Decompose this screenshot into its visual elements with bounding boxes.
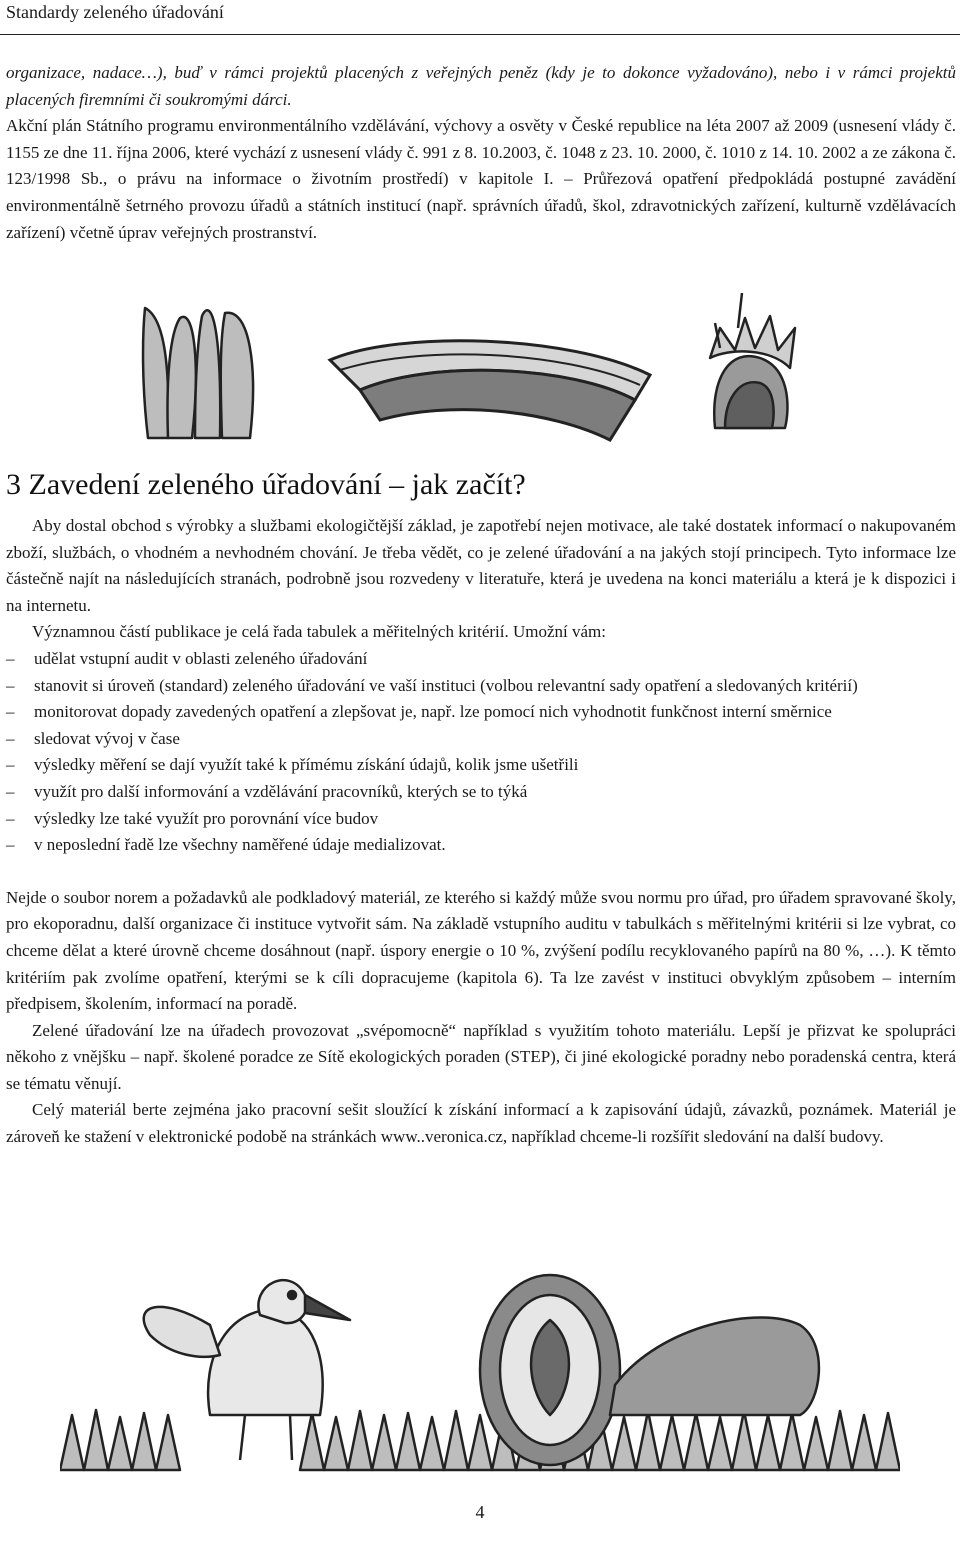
criteria-list [6, 646, 956, 859]
list-item: – sledovat vývoj v čase [6, 726, 956, 753]
section-paragraph-3: Nejde o soubor norem a požadavků ale podkladový materiál, ze kterého si každý může svou normu pro úřad, pro úřadem spravované školy, pro ekoporadnu, další organizace či instituce vytvořit sám. Na základě vstupního auditu v tabulkách s měřitelnými kritérii si lze vybrat, co chceme dělat a které úrovně chceme dosáhnout (např. úspory energie o 10 %, zvýšení podílu recyklovaného papírů na 80 %, …). K těmto kritériím pak zvolíme opatření, kterými se k cíli dopracujeme (kapitola 6). Ta lze zavést v instituci obvyklým způsobem – interním předpisem, školením, informací na poradě. [6, 887, 956, 1014]
section-paragraph-4: Zelené úřadování lze na úřadech provozovat „svépomocně“ například s využitím tohoto materiálu. Lepší je přizvat ke spolupráci někoho z vnějšku – např. školené poradce ze Sítě ekologických poraden (STEP), či jiné ekologické poradny nebo poradenská centra, která se tématu věnují. [6, 1020, 956, 1093]
section-paragraph-5: Celý materiál berte zejména jako pracovní sešit sloužící k získání informací a k zapisování údajů, závazků, poznámek. Materiál je zároveň ke stažení v elektronické podobě na stránkách www..veronica.cz, například chceme-li rozšířit sledování na další budovy. [6, 1100, 956, 1147]
intro-block [6, 60, 956, 246]
list-item: – výsledky lze také využít pro porovnání více budov [6, 806, 956, 833]
section-heading: 3 Zavedení zeleného úřadování – jak začít? [6, 468, 526, 501]
section-paragraph-1: Aby dostal obchod s výrobky a službami ekologičtější základ, je zapotřebí nejen motivace, ale také dostatek informací o nakupovaném zboží, službách, o vhodném a nevhodném chování. Je třeba vědět, co je zelené úřadování a na jakých stojí principech. Tyto informace lze částečně najít na následujících stranách, podrobně jsou rozvedeny v literatuře, která je uvedena na konci materiálu a která je k dispozici i na internetu. [6, 516, 956, 615]
header-rule [0, 34, 960, 35]
section-paragraph-2: Významnou částí publikace je celá řada tabulek a měřitelných kritérií. Umožní vám: [32, 622, 606, 642]
page-number: 4 [475, 1502, 485, 1522]
illustration-lotus-house [690, 288, 810, 438]
list-item: – v neposlední řadě lze všechny naměřené údaje medializovat. [6, 832, 956, 859]
illustration-bird-and-lamp [60, 1265, 900, 1475]
running-head: Standardy zeleného úřadování [6, 2, 224, 22]
section-body [6, 513, 956, 1151]
list-item: – monitorovat dopady zavedených opatření a zlepšovat je, např. lze pomocí nich vyhodnotit funkčnost interní směrnice [6, 699, 956, 726]
list-item: – výsledky měření se dají využít také k přímému získání údajů, kolik jsme ušetřili [6, 752, 956, 779]
illustration-leaves [140, 288, 270, 448]
intro-italic-text: organizace, nadace…), buď v rámci projektů placených z veřejných peněz (kdy je to dokonce vyžadováno), nebo i v rámci projektů placených firemními či soukromými dárci. [6, 63, 956, 109]
intro-paragraph: Akční plán Státního programu environmentálního vzdělávání, výchovy a osvěty v České republice na léta 2007 až 2009 (usnesení vlády č. 1155 ze dne 11. října 2006, které vychází z usnesení vlády č. 991 z 8. 10.2003, č. 1048 z 23. 10. 2000, č. 1010 z 14. 10. 2002 a ze zákona č. 123/1998 Sb., o právu na informace o životním prostředí) v kapitole I. – Průřezová opatření předpokládá postupné zavádění environmentálně šetrného provozu úřadů a státních institucí (např. správních úřadů, škol, zdravotnických zařízení, kulturně vzdělávacích zařízení) včetně úprav veřejných prostranství. [6, 116, 956, 242]
list-item: – stanovit si úroveň (standard) zeleného úřadování ve vaší instituci (volbou relevantní sady opatření a sledovaných kritérií) [6, 673, 956, 700]
list-item: – využít pro další informování a vzdělávání pracovníků, kterých se to týká [6, 779, 956, 806]
list-item: – udělat vstupní audit v oblasti zeleného úřadování [6, 646, 956, 673]
illustration-arch [320, 330, 660, 450]
